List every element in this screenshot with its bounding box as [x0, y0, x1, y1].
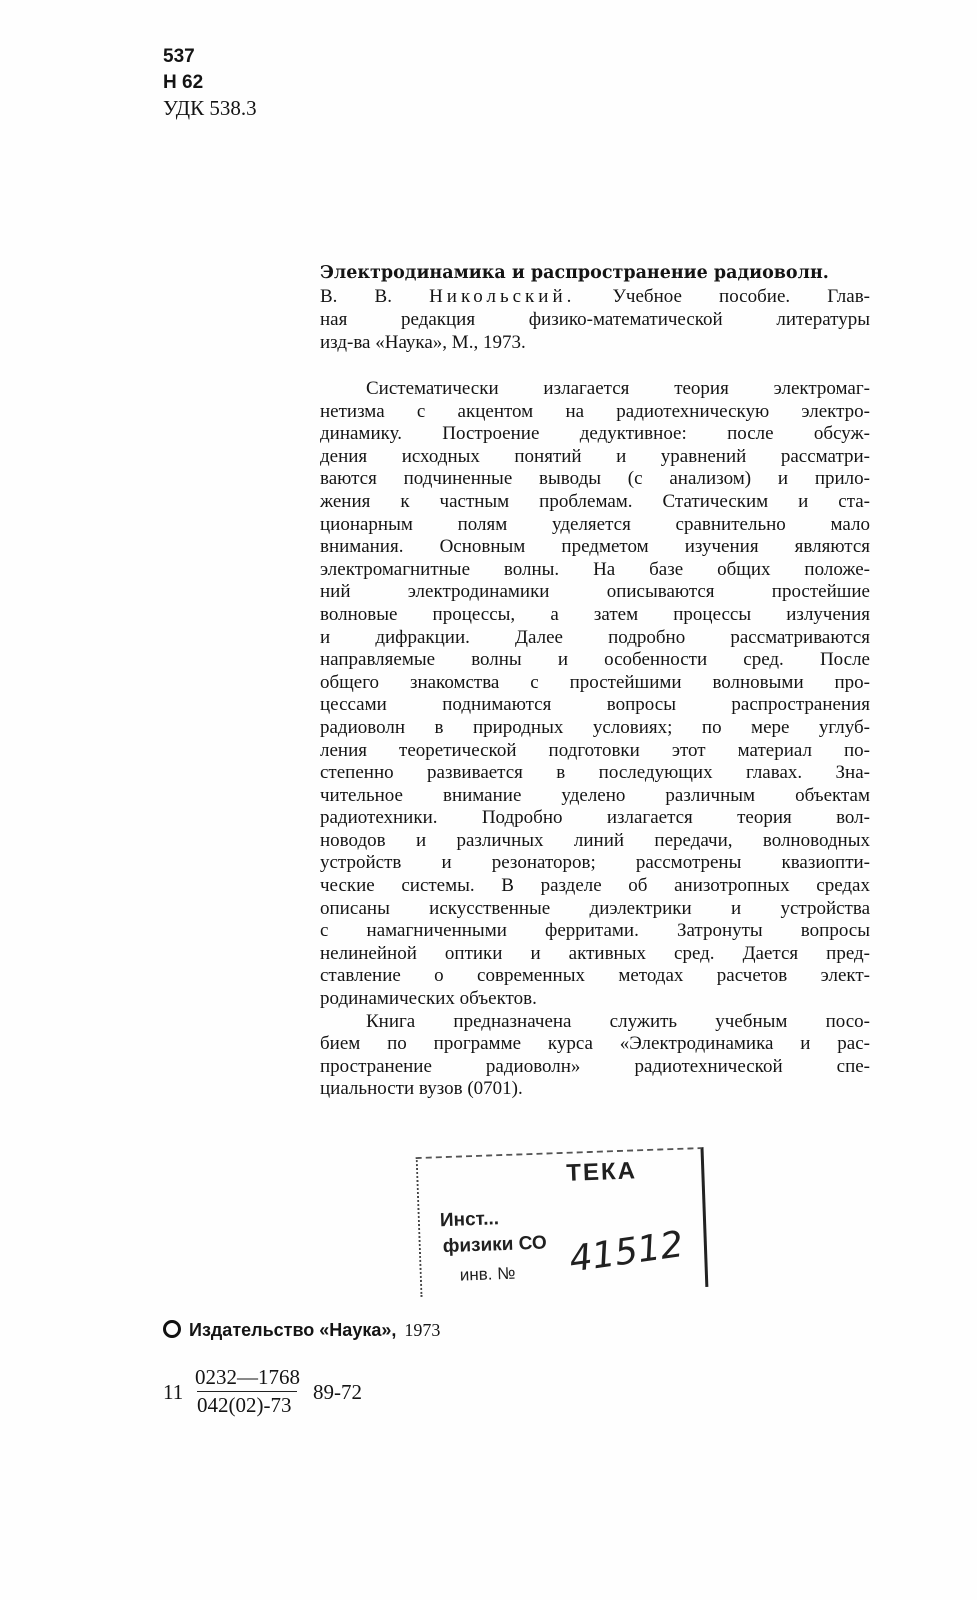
- index-prefix: 11: [163, 1380, 184, 1404]
- abstract-line: нетизма с акцентом на радиотехническую электро-: [320, 400, 870, 422]
- abstract-line: родинамических объектов.: [320, 988, 537, 1010]
- library-codes: [163, 44, 257, 122]
- abstract-line: с намагниченными ферритами. Затронуты вопросы: [320, 920, 870, 942]
- abstract-line: чительное внимание уделено различным объектам: [320, 784, 870, 806]
- header-line-1-rest: Учебное пособие. Глав-: [612, 286, 870, 307]
- stamp-line-1: ТЕКА: [565, 1157, 638, 1187]
- abstract-line: описаны искусственные диэлектрики и устройства: [320, 897, 870, 919]
- abstract-line: ний электродинамики описываются простейшие: [320, 581, 870, 603]
- abstract-line: степенно развивается в последующих главах. Зна-: [320, 762, 870, 784]
- publisher: Издательство «Наука»,: [189, 1320, 397, 1340]
- abstract-text: [320, 378, 870, 1101]
- abstract-line: нелинейной оптики и активных сред. Дается пред-: [320, 942, 870, 964]
- author-mark: Н 62: [163, 72, 204, 93]
- header-line-3: изд-ва «Наука», М., 1973.: [320, 332, 526, 353]
- abstract-line: радиотехники. Подробно излагается теория вол-: [320, 807, 870, 829]
- abstract-line: Систематически излагается теория электромаг-: [366, 378, 870, 399]
- abstract-line: направляемые волны и особенности сред. После: [320, 649, 870, 671]
- udk-code: УДК 538.3: [163, 96, 257, 120]
- abstract-line: ционарным полям уделяется сравнительно мало: [320, 513, 870, 535]
- stamp-line-4: инв. №: [459, 1263, 516, 1285]
- stamp-line-3: физики СО: [442, 1232, 548, 1258]
- abstract-line: цессами поднимаются вопросы распространения: [320, 694, 870, 716]
- bbk-code: 537: [163, 46, 195, 67]
- abstract-line: Книга предназначена служить учебным посо-: [366, 1010, 870, 1032]
- abstract-line: внимания. Основным предметом изучения являются: [320, 536, 870, 558]
- abstract-line: электромагнитные волны. На базе общих положе-: [320, 558, 870, 580]
- index-denominator: 042(02)-73: [197, 1393, 292, 1417]
- abstract-line: ления теоретической подготовки этот материал по-: [320, 739, 870, 761]
- abstract-line: динамику. Построение дедуктивное: после обсуж-: [320, 423, 870, 445]
- abstract-line: циальности вузов (0701).: [320, 1078, 523, 1100]
- abstract-line: ческие системы. В разделе об анизотропных средах: [320, 875, 870, 897]
- abstract-line: дения исходных понятий и уравнений рассматри-: [320, 445, 870, 467]
- bibliographic-header: [320, 262, 870, 354]
- index-suffix: 89-72: [313, 1380, 362, 1404]
- abstract-line: ставление о современных методах расчетов элект-: [320, 965, 870, 987]
- book-title: Электродинамика и распространение радиоволн.: [320, 263, 829, 283]
- abstract-line: устройств и резонаторов; рассмотрены квазиопти-: [320, 852, 870, 874]
- abstract-line: бием по программе курса «Электродинамика и рас-: [320, 1033, 870, 1055]
- copyright-icon: [163, 1320, 181, 1338]
- abstract-line: жения к частным проблемам. Статическим и ста-: [320, 490, 870, 512]
- header-line-1: [320, 285, 870, 308]
- abstract-line: новодов и различных линий передачи, волноводных: [320, 829, 870, 851]
- stamp-line-2: Инст...: [439, 1208, 500, 1232]
- stamp-inventory-number: 41512: [566, 1224, 686, 1281]
- author-initials: В. В.: [320, 286, 392, 307]
- index-fraction-bar: [197, 1391, 297, 1392]
- abstract-line: общего знакомства с простейшими волновыми про-: [320, 671, 870, 693]
- header-line-2: ная редакция физико-математической литературы: [320, 309, 870, 330]
- abstract-line: ваются подчиненные выводы (с анализом) и прило-: [320, 468, 870, 490]
- abstract-line: радиоволн в природных условиях; по мере углуб-: [320, 716, 870, 738]
- index-numerator: 0232—1768: [195, 1365, 300, 1389]
- copyright-year: 1973: [404, 1320, 441, 1340]
- library-stamp: [416, 1147, 709, 1297]
- abstract-line: и дифракции. Далее подробно рассматриваются: [320, 626, 870, 648]
- author-surname: Никольский.: [429, 286, 576, 307]
- copyright-line: [163, 1320, 440, 1341]
- abstract-line: пространение радиоволн» радиотехнической спе-: [320, 1055, 870, 1077]
- abstract-line: волновые процессы, а затем процессы излучения: [320, 603, 870, 625]
